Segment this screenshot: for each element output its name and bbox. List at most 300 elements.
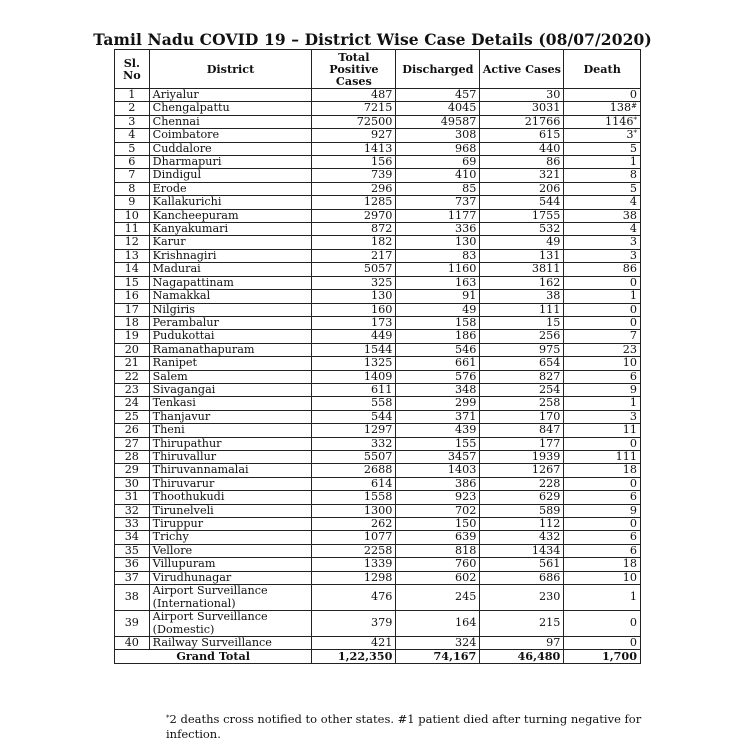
death-cell-value: 0 [629, 616, 637, 630]
active-cell-value: 112 [538, 517, 561, 530]
sl-cell-value: 38 [124, 590, 139, 604]
death-cell [564, 383, 641, 396]
page-title: Tamil Nadu COVID 19 – District Wise Case Details (08/07/2020) [93, 30, 652, 49]
grand-total-discharged: 74,167 [396, 650, 480, 663]
sl-cell-value: 6 [128, 155, 136, 169]
total-positive-cell [312, 290, 396, 303]
death-cell [564, 611, 641, 637]
sl-cell-value: 25 [124, 410, 139, 423]
sl-cell [115, 249, 150, 262]
grand-total-active: 46,480 [480, 650, 564, 663]
district-cell [149, 518, 312, 531]
death-cell [564, 558, 641, 571]
discharged-cell-value: 1160 [447, 262, 477, 276]
discharged-cell-value: 760 [454, 557, 477, 571]
district-cell-value: Nagapattinam [152, 276, 234, 289]
sl-cell [115, 263, 150, 276]
active-cell [480, 196, 564, 209]
active-cell-value: 170 [538, 410, 561, 423]
discharged-cell-value: 4045 [447, 101, 477, 115]
active-cell [480, 343, 564, 356]
discharged-cell [396, 531, 480, 544]
death-cell-value: 0 [629, 477, 637, 490]
sl-cell-value: 21 [124, 356, 139, 370]
grand-total-positive: 1,22,350 [312, 650, 396, 663]
sl-cell-value: 5 [128, 142, 136, 155]
death-cell-value: 111 [615, 450, 637, 463]
active-cell [480, 558, 564, 571]
sl-cell-value: 19 [124, 329, 139, 343]
total-positive-cell [312, 491, 396, 504]
table-body [115, 89, 641, 650]
sl-cell [115, 383, 150, 396]
death-cell-value: 6 [629, 370, 637, 383]
active-cell-value: 432 [538, 530, 561, 544]
death-cell-value: 1 [629, 396, 637, 410]
discharged-cell-value: 245 [454, 590, 477, 604]
sl-cell-value: 35 [124, 544, 139, 557]
death-cell [564, 276, 641, 289]
total-positive-cell [312, 89, 396, 102]
table-row [115, 276, 641, 289]
discharged-cell-value: 968 [454, 142, 477, 155]
table-row [115, 249, 641, 262]
district-cell [149, 424, 312, 437]
discharged-cell [396, 276, 480, 289]
active-cell [480, 303, 564, 316]
district-cell-value: Chengalpattu [152, 101, 230, 115]
discharged-cell [396, 290, 480, 303]
active-cell-value: 1434 [531, 544, 561, 557]
death-cell [564, 263, 641, 276]
total-positive-cell [312, 316, 396, 329]
table-row [115, 544, 641, 557]
death-cell-value: 11 [622, 423, 637, 437]
death-cell [564, 209, 641, 222]
sl-cell-value: 16 [124, 289, 139, 303]
district-cell [149, 585, 312, 611]
active-cell-value: 206 [538, 182, 561, 195]
active-cell [480, 518, 564, 531]
discharged-cell-value: 439 [454, 423, 477, 437]
discharged-cell [396, 169, 480, 182]
sl-cell [115, 169, 150, 182]
sl-cell [115, 464, 150, 477]
total-positive-cell [312, 464, 396, 477]
district-cell [149, 544, 312, 557]
total-positive-cell [312, 504, 396, 517]
discharged-cell [396, 424, 480, 437]
death-cell-value: 10 [622, 356, 637, 370]
death-cell-value: 0 [629, 303, 637, 316]
death-cell-value: 38 [622, 209, 637, 222]
header-sl-no: Sl. No [115, 50, 150, 89]
total-positive-cell-value: 611 [371, 383, 393, 396]
active-cell [480, 209, 564, 222]
table-row [115, 611, 641, 637]
sl-cell [115, 637, 150, 650]
total-positive-cell-value: 1339 [363, 557, 393, 571]
discharged-cell [396, 182, 480, 195]
table-row [115, 303, 641, 316]
active-cell-value: 38 [546, 289, 561, 303]
discharged-cell-value: 702 [454, 504, 477, 517]
discharged-cell [396, 397, 480, 410]
table-row [115, 89, 641, 102]
death-cell [564, 637, 641, 650]
active-cell [480, 290, 564, 303]
total-positive-cell-value: 217 [371, 249, 393, 262]
total-positive-cell [312, 571, 396, 584]
district-cell-value: Tenkasi [152, 396, 196, 410]
sl-cell-value: 17 [124, 303, 139, 316]
district-cell [149, 142, 312, 155]
total-positive-cell [312, 102, 396, 115]
discharged-cell-value: 348 [454, 383, 477, 396]
district-cell [149, 558, 312, 571]
total-positive-cell [312, 156, 396, 169]
sl-cell-value: 34 [124, 530, 139, 544]
death-cell [564, 330, 641, 343]
sl-cell [115, 209, 150, 222]
discharged-cell [396, 437, 480, 450]
active-cell-value: 1755 [531, 209, 561, 222]
discharged-cell-value: 661 [454, 356, 477, 370]
discharged-cell [396, 383, 480, 396]
district-cell-value: Thirupathur [152, 437, 222, 450]
district-cell [149, 477, 312, 490]
table-row [115, 209, 641, 222]
active-cell [480, 491, 564, 504]
sl-cell [115, 343, 150, 356]
total-positive-cell [312, 383, 396, 396]
table-row [115, 491, 641, 504]
total-positive-cell-value: 160 [371, 303, 393, 316]
table-row [115, 223, 641, 236]
total-positive-cell-value: 173 [371, 316, 393, 329]
discharged-cell [396, 585, 480, 611]
total-positive-cell-value: 1409 [363, 370, 393, 383]
active-cell [480, 437, 564, 450]
death-cell-value: 1146 [605, 115, 634, 128]
sl-cell-value: 1 [128, 88, 136, 101]
sl-cell-value: 9 [128, 195, 136, 209]
total-positive-cell-value: 5507 [363, 450, 393, 463]
discharged-cell-value: 639 [454, 530, 477, 544]
death-cell-value: 0 [629, 636, 637, 650]
active-cell [480, 276, 564, 289]
district-cell [149, 464, 312, 477]
death-cell [564, 290, 641, 303]
active-cell-value: 258 [538, 396, 561, 410]
table-row [115, 129, 641, 142]
death-cell [564, 357, 641, 370]
district-cell [149, 236, 312, 249]
district-cell-value: Dharmapuri [152, 155, 222, 169]
death-cell [564, 115, 641, 128]
death-footnote-mark: # [631, 102, 637, 111]
sl-cell [115, 544, 150, 557]
sl-cell [115, 477, 150, 490]
table-row [115, 571, 641, 584]
active-cell [480, 464, 564, 477]
sl-cell [115, 397, 150, 410]
total-positive-cell [312, 357, 396, 370]
total-positive-cell [312, 343, 396, 356]
death-cell-value: 5 [629, 142, 637, 155]
death-cell [564, 571, 641, 584]
discharged-cell [396, 464, 480, 477]
sl-cell-value: 7 [128, 168, 136, 182]
sl-cell [115, 437, 150, 450]
district-cell-value: Vellore [152, 544, 193, 557]
district-cell [149, 182, 312, 195]
total-positive-cell [312, 424, 396, 437]
active-cell-value: 162 [538, 276, 561, 289]
table-row [115, 182, 641, 195]
active-cell [480, 115, 564, 128]
sl-cell [115, 491, 150, 504]
discharged-cell-value: 150 [454, 517, 477, 530]
total-positive-cell [312, 169, 396, 182]
discharged-cell-value: 49 [462, 303, 477, 316]
district-cell [149, 102, 312, 115]
total-positive-cell-value: 1300 [363, 504, 393, 517]
total-positive-cell [312, 611, 396, 637]
total-positive-cell-value: 332 [371, 437, 393, 450]
death-cell [564, 410, 641, 423]
total-positive-cell [312, 129, 396, 142]
total-positive-cell-value: 7215 [363, 101, 393, 115]
death-cell [564, 236, 641, 249]
active-cell-value: 827 [538, 370, 561, 383]
total-positive-cell [312, 558, 396, 571]
district-cell [149, 290, 312, 303]
active-cell [480, 182, 564, 195]
active-cell [480, 611, 564, 637]
district-cell-value: Ranipet [152, 356, 198, 370]
sl-cell [115, 156, 150, 169]
discharged-cell-value: 1177 [447, 209, 477, 222]
death-cell [564, 129, 641, 142]
total-positive-cell-value: 1077 [363, 530, 393, 544]
district-case-table [114, 49, 641, 664]
discharged-cell [396, 504, 480, 517]
sl-cell [115, 196, 150, 209]
discharged-cell [396, 102, 480, 115]
active-cell-value: 228 [538, 477, 561, 490]
sl-cell [115, 115, 150, 128]
total-positive-cell-value: 421 [371, 636, 393, 650]
discharged-cell-value: 91 [462, 289, 477, 303]
district-cell-value: Theni [152, 423, 185, 437]
total-positive-cell-value: 614 [371, 477, 393, 490]
grand-total-row [115, 650, 641, 663]
discharged-cell-value: 69 [462, 155, 477, 169]
sl-cell-value: 12 [124, 235, 139, 249]
sl-cell [115, 182, 150, 195]
death-cell-value: 138 [609, 101, 632, 115]
district-cell-value: Nilgiris [152, 303, 195, 316]
total-positive-cell [312, 330, 396, 343]
death-cell [564, 142, 641, 155]
active-cell [480, 330, 564, 343]
sl-cell [115, 571, 150, 584]
death-cell-value: 0 [629, 316, 637, 329]
district-cell [149, 330, 312, 343]
sl-cell-value: 8 [128, 182, 136, 195]
discharged-cell-value: 1403 [447, 463, 477, 477]
active-cell [480, 236, 564, 249]
death-cell [564, 223, 641, 236]
death-cell [564, 450, 641, 463]
district-cell-value: Krishnagiri [152, 249, 217, 262]
active-cell [480, 544, 564, 557]
active-cell-value: 131 [538, 249, 561, 262]
total-positive-cell [312, 142, 396, 155]
sl-cell-value: 28 [124, 450, 139, 463]
total-positive-cell-value: 449 [371, 329, 393, 343]
sl-cell [115, 89, 150, 102]
total-positive-cell-value: 1285 [363, 195, 393, 209]
total-positive-cell [312, 303, 396, 316]
sl-cell-value: 20 [124, 343, 139, 356]
sl-cell-value: 36 [124, 557, 139, 571]
active-cell-value: 15 [546, 316, 561, 329]
active-cell [480, 504, 564, 517]
death-cell [564, 531, 641, 544]
active-cell [480, 571, 564, 584]
total-positive-cell-value: 182 [371, 235, 393, 249]
sl-cell-value: 27 [124, 437, 139, 450]
active-cell-value: 686 [538, 571, 561, 584]
active-cell-value: 254 [538, 383, 561, 396]
death-cell-value: 3 [626, 128, 634, 142]
discharged-cell-value: 923 [454, 490, 477, 504]
sl-cell [115, 142, 150, 155]
total-positive-cell-value: 1558 [363, 490, 393, 504]
active-cell [480, 129, 564, 142]
table-row [115, 156, 641, 169]
sl-cell [115, 504, 150, 517]
district-cell-value: Thiruvannamalai [152, 463, 249, 477]
active-cell-value: 589 [538, 504, 561, 517]
table-row [115, 383, 641, 396]
death-cell [564, 156, 641, 169]
total-positive-cell [312, 249, 396, 262]
sl-cell-value: 15 [124, 276, 139, 289]
sl-cell [115, 558, 150, 571]
total-positive-cell [312, 263, 396, 276]
table-row [115, 504, 641, 517]
death-cell [564, 169, 641, 182]
total-positive-cell [312, 531, 396, 544]
sl-cell-value: 14 [124, 262, 139, 276]
discharged-cell [396, 357, 480, 370]
sl-cell-value: 4 [128, 128, 136, 142]
district-cell-value: Pudukottai [152, 329, 215, 343]
death-cell-value: 23 [622, 343, 637, 356]
sl-cell-value: 3 [128, 115, 136, 128]
district-cell [149, 357, 312, 370]
district-cell [149, 637, 312, 650]
total-positive-cell [312, 518, 396, 531]
district-cell-value: Thiruvarur [152, 477, 215, 490]
district-cell-value: Madurai [152, 262, 201, 276]
total-positive-cell-value: 72500 [356, 115, 393, 128]
header-total-positive-cases: Total Positive Cases [312, 50, 396, 89]
total-positive-cell [312, 437, 396, 450]
death-cell-value: 10 [622, 571, 637, 584]
header-district: District [149, 50, 312, 89]
sl-cell-value: 13 [124, 249, 139, 262]
active-cell [480, 249, 564, 262]
active-cell [480, 370, 564, 383]
sl-cell-value: 10 [124, 209, 139, 222]
footnote-mark: * [166, 714, 170, 722]
district-cell [149, 129, 312, 142]
table-row [115, 410, 641, 423]
table-row [115, 236, 641, 249]
district-cell [149, 303, 312, 316]
death-cell-value: 6 [629, 490, 637, 504]
death-cell-value: 9 [629, 504, 637, 517]
death-cell-value: 0 [629, 88, 637, 101]
discharged-cell [396, 491, 480, 504]
district-cell-value: Kanyakumari [152, 222, 229, 236]
death-cell [564, 518, 641, 531]
total-positive-cell-value: 2258 [363, 544, 393, 557]
district-cell-value: Karur [152, 235, 186, 249]
total-positive-cell-value: 325 [371, 276, 393, 289]
death-cell [564, 249, 641, 262]
district-cell-value: Namakkal [152, 289, 211, 303]
active-cell-value: 561 [538, 557, 561, 571]
death-cell-value: 3 [629, 249, 637, 262]
active-cell-value: 847 [538, 423, 561, 437]
total-positive-cell-value: 739 [371, 168, 393, 182]
district-cell-value: Thiruvallur [152, 450, 217, 463]
death-cell [564, 424, 641, 437]
death-cell [564, 491, 641, 504]
active-cell-value: 230 [538, 590, 561, 604]
district-cell-value: Salem [152, 370, 188, 383]
discharged-cell-value: 155 [454, 437, 477, 450]
active-cell-value: 544 [538, 195, 561, 209]
total-positive-cell [312, 115, 396, 128]
active-cell [480, 450, 564, 463]
discharged-cell [396, 518, 480, 531]
footnote [166, 712, 666, 742]
district-cell-value: Dindigul [152, 168, 202, 182]
table-row [115, 169, 641, 182]
death-cell [564, 182, 641, 195]
death-cell [564, 196, 641, 209]
total-positive-cell [312, 196, 396, 209]
sl-cell [115, 223, 150, 236]
death-cell [564, 370, 641, 383]
active-cell [480, 89, 564, 102]
death-cell-value: 3 [629, 235, 637, 249]
sl-cell [115, 290, 150, 303]
discharged-cell-value: 737 [454, 195, 477, 209]
active-cell-value: 86 [546, 155, 561, 169]
discharged-cell-value: 83 [462, 249, 477, 262]
active-cell-value: 532 [538, 222, 561, 236]
active-cell-value: 21766 [524, 115, 561, 128]
active-cell [480, 156, 564, 169]
active-cell [480, 142, 564, 155]
